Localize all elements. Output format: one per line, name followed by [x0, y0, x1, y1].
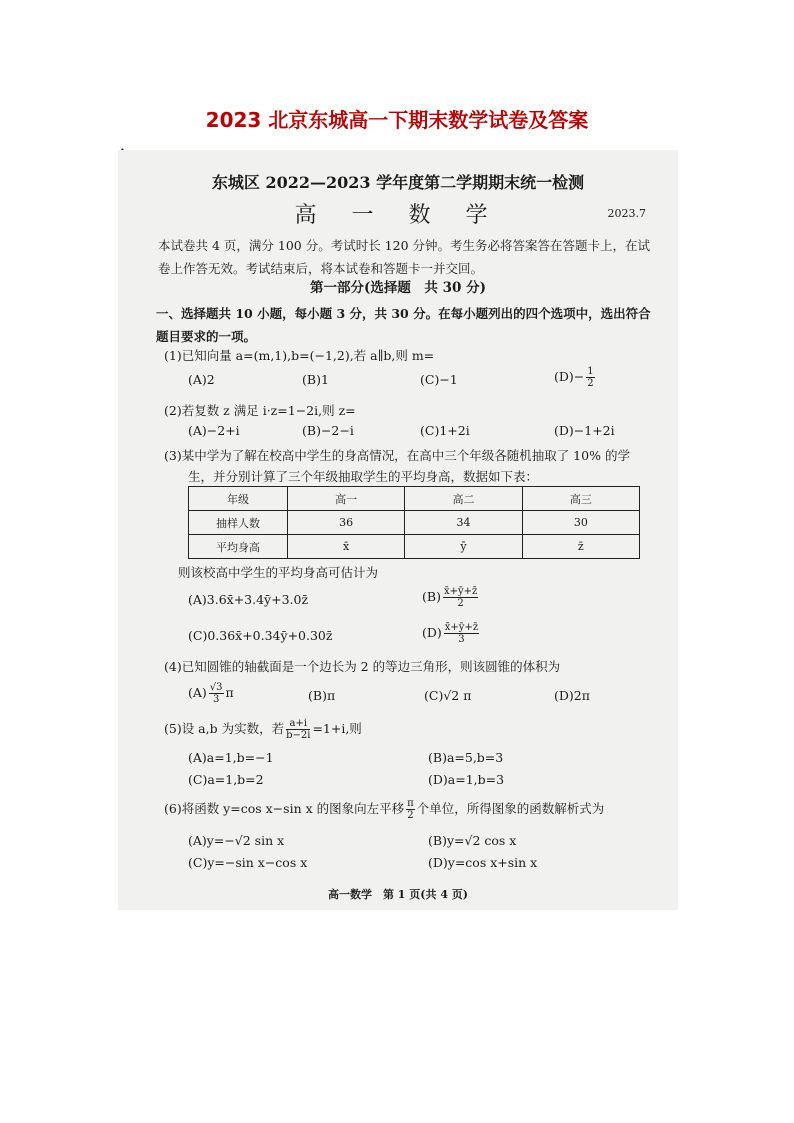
question-3-option-d: [422, 622, 481, 645]
exam-date: 2023.7: [607, 207, 646, 220]
question-5-stem-suffix: =1+i,则: [312, 721, 362, 736]
table-cell: 30: [522, 511, 639, 535]
table-cell: ȳ: [405, 535, 522, 559]
question-3-option-b-fraction: [443, 586, 478, 609]
document-title: 2023 北京东城高一下期末数学试卷及答案: [205, 108, 589, 132]
fraction-numerator: x̄+ȳ+z̄: [443, 586, 478, 597]
question-3-stem-line-2: 生，并分别计算了三个年级抽取学生的平均身高，数据如下表：: [188, 469, 539, 484]
table-header-cell: 高一: [288, 487, 405, 511]
question-6-option-d: (D)y=cos x+sin x: [428, 855, 538, 870]
question-1-option-a: (A)2: [188, 372, 215, 387]
question-1-option-b: (B)1: [302, 372, 329, 387]
fraction-denominator: 2: [407, 810, 414, 821]
question-6-option-c: (C)y=−sin x−cos x: [188, 855, 308, 870]
fraction-numerator: a+i: [286, 718, 310, 730]
height-data-table: [188, 486, 640, 559]
table-cell: z̄: [522, 535, 639, 559]
question-3-ask: 则该校高中学生的平均身高可估计为: [178, 565, 379, 580]
question-6-stem: [164, 798, 604, 821]
question-5-option-a: (A)a=1,b=−1: [188, 750, 274, 765]
question-5-option-b: (B)a=5,b=3: [428, 750, 504, 765]
fraction-denominator: 3: [458, 634, 465, 645]
table-cell: x̄: [288, 535, 405, 559]
question-4-option-a-prefix: (A): [188, 685, 207, 700]
question-5-option-d: (D)a=1,b=3: [428, 772, 505, 787]
question-4-option-a-fraction: [209, 682, 224, 705]
question-1-option-d-fraction: [586, 366, 594, 389]
section-instructions: 一、选择题共 10 小题，每小题 3 分，共 30 分。在每小题列出的四个选项中，选出符合题目要求的一项。: [156, 306, 651, 344]
question-4-option-b: (B)π: [308, 688, 336, 703]
question-1-option-c: (C)−1: [420, 372, 458, 387]
fraction-denominator: 3: [212, 694, 220, 705]
question-2-option-c: (C)1+2i: [420, 423, 470, 438]
table-cell: 34: [405, 511, 522, 535]
question-6-option-a: (A)y=−√2 sin x: [188, 833, 285, 848]
question-3-option-d-prefix: (D): [422, 625, 442, 640]
fraction-denominator: 2: [587, 378, 594, 389]
question-6-stem-fraction: [406, 798, 415, 821]
fraction-denominator: 2: [457, 598, 464, 609]
table-header-cell: 高二: [405, 487, 522, 511]
scanned-exam-page: [118, 150, 678, 910]
question-3-option-b-prefix: (B): [422, 589, 441, 604]
question-2-stem: (2)若复数 z 满足 i·z=1−2i,则 z=: [164, 403, 356, 418]
question-4-option-a-suffix: π: [225, 685, 234, 700]
question-3-option-a: (A)3.6x̄+3.4ȳ+3.0z̄: [188, 592, 309, 607]
question-3-option-c: (C)0.36x̄+0.34ȳ+0.30z̄: [188, 628, 333, 643]
question-5-option-c: (C)a=1,b=2: [188, 772, 264, 787]
question-3-option-d-fraction: [444, 622, 479, 645]
fraction-numerator: π: [407, 798, 414, 809]
table-row: [189, 535, 640, 559]
table-header-row: [189, 487, 640, 511]
table-header-cell: 高三: [522, 487, 639, 511]
question-3-stem-line-1: (3)某中学为了解在校高中学生的身高情况，在高中三个年级各随机抽取了 10% 的学: [164, 448, 630, 463]
fraction-numerator: x̄+ȳ+z̄: [444, 622, 479, 633]
exam-instructions: 本试卷共 4 页，满分 100 分。考试时长 120 分钟。考生务必将答案答在答题卡上，在试卷上作答无效。考试结束后，将本试卷和答题卡一并交回。: [158, 238, 651, 276]
table-row: [189, 511, 640, 535]
question-6-stem-suffix: 个单位，所得图象的函数解析式为: [416, 801, 605, 816]
question-4-option-c: (C)√2 π: [424, 688, 472, 703]
question-5-stem: [164, 718, 362, 741]
question-5-stem-prefix: (5)设 a,b 为实数，若: [164, 721, 285, 736]
question-2-option-b: (B)−2−i: [302, 423, 354, 438]
question-4-option-d: (D)2π: [554, 688, 590, 703]
exam-title: 东城区 2022—2023 学年度第二学期期末统一检测: [211, 173, 585, 192]
table-header-cell: 年级: [189, 487, 288, 511]
question-1-option-d-prefix: (D)−: [554, 369, 585, 384]
question-3-option-b: [422, 586, 480, 609]
question-4-stem: (4)已知圆锥的轴截面是一个边长为 2 的等边三角形，则该圆锥的体积为: [164, 659, 561, 674]
exam-subject: 高 一 数 学: [294, 203, 502, 228]
page-footer: 高一数学 第 1 页(共 4 页): [327, 888, 469, 901]
table-cell: 36: [288, 511, 405, 535]
question-1-option-d: [554, 366, 597, 389]
question-5-stem-fraction: [286, 718, 310, 741]
question-1-stem: (1)已知向量 a=(m,1),b=(−1,2),若 a∥b,则 m=: [164, 348, 435, 363]
question-6-stem-prefix: (6)将函数 y=cos x−sin x 的图象向左平移: [164, 801, 405, 816]
question-2-option-a: (A)−2+i: [188, 423, 240, 438]
question-2-option-d: (D)−1+2i: [554, 423, 615, 438]
question-4-option-a: [188, 682, 234, 705]
fraction-numerator: 1: [587, 366, 594, 377]
fraction-numerator: √3: [209, 682, 223, 693]
part-heading: 第一部分(选择题 共 30 分): [310, 280, 486, 296]
fraction-denominator: b−2i: [286, 730, 311, 741]
table-cell: 平均身高: [189, 535, 288, 559]
question-6-option-b: (B)y=√2 cos x: [428, 833, 517, 848]
table-cell: 抽样人数: [189, 511, 288, 535]
